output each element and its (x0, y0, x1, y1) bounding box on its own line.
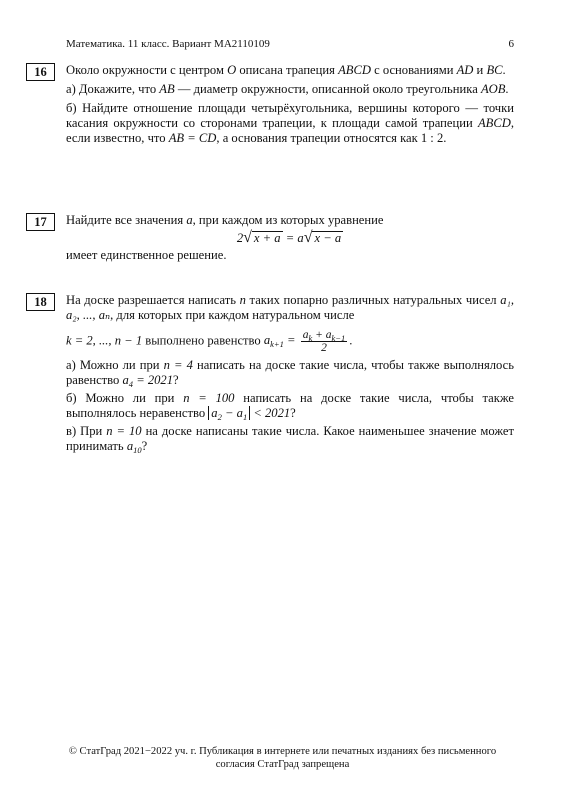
problem-body (66, 63, 514, 146)
copyright-line-2: согласия СтатГрад запрещена (215, 759, 350, 770)
part-a: а) Докажите, что AB — диаметр окружности, описанной около треугольника AOB. (66, 82, 509, 96)
part-c: в) При n = 10 на доске написаны такие числа. Какое наименьшее значение может принимать $a_{10}$? (66, 424, 514, 455)
equation: 2 √ x + a = a √ x − a (236, 229, 342, 246)
problem-number-box: 18 (26, 293, 55, 311)
fraction: $\frac{a_k + a_{k-1}}{2}$ (302, 329, 346, 354)
problem-statement: Около окружности с центром O описана трапеция ABCD с основаниями AD и BC. (66, 63, 506, 77)
page-header (66, 37, 514, 52)
part-a: а) Можно ли при n = 4 написать на доске такие числа, чтобы также выполнялось равенство $a_4 = 2021$? (66, 358, 515, 389)
part-b: б) Можно ли при n = 100 написать на доске такие числа, чтобы также выполнялось неравенство $a_2 - a_1 < 2021$? (66, 391, 514, 422)
copyright-line: © СтатГрад 2021−2022 уч. г. Публикация в интернете или печатных изданиях без письменного (68, 746, 497, 757)
problem-number-box: 16 (26, 63, 55, 81)
header-title: Математика. 11 класс. Вариант МА2110109 (66, 38, 270, 50)
part-b: б) Найдите отношение площади четырёхугольника, вершины которого — точки касания окружности со сторонами трапеции, к площади самой трапеции ABCD, если известно, что AB = CD, а основания трапеции относятся как 1 : 2. (66, 101, 514, 145)
problem-body (66, 293, 514, 454)
page-footer (40, 745, 525, 771)
page-number: 6 (508, 38, 514, 50)
problem-statement: На доске разрешается написать n таких попарно различных натуральных чисел a₁, a₂, ..., aₙ, для которых при каждом натуральном числе (66, 293, 515, 322)
recurrence-line: k = 2, ..., n − 1 выполнено равенство $a_{k+1}$ = $\frac{a_k + a_{k-1}}{2}$ . (66, 329, 353, 354)
problem-body (66, 213, 514, 263)
problem-statement: Найдите все значения a, при каждом из которых уравнение (66, 213, 384, 227)
problem-question: имеет единственное решение. (66, 248, 227, 262)
problem-number-box: 17 (26, 213, 55, 231)
